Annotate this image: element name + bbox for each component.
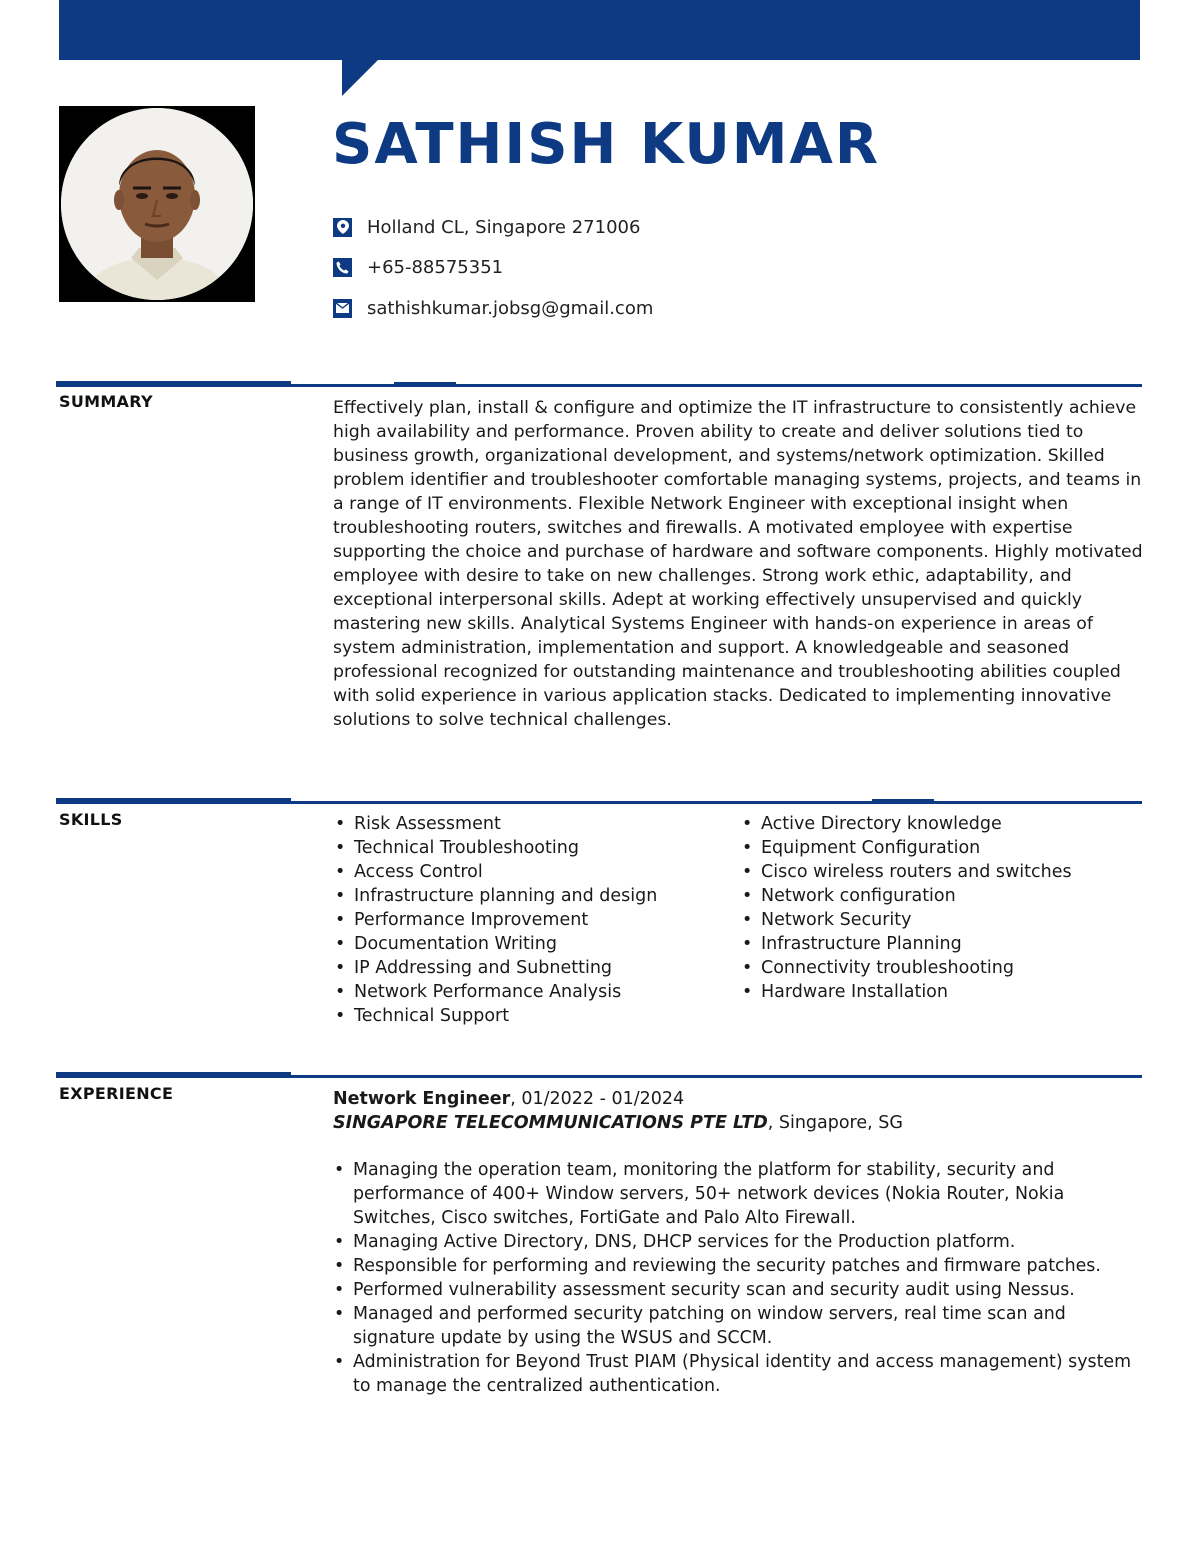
job-company-line <box>333 1111 903 1135</box>
summary-divider-accent <box>56 381 291 387</box>
job-dates: , 01/2022 - 01/2024 <box>510 1089 685 1109</box>
responsibility-item: • Managing the operation team, monitoring the platform for stability, security and performance of 400+ Window servers, 50+ network devices (Nokia Router, Nokia Switches, Cisco switches, FortiGate and Palo Alto Firewall. <box>333 1158 1143 1230</box>
responsibility-item: • Managing Active Directory, DNS, DHCP services for the Production platform. <box>333 1230 1143 1254</box>
contact-phone <box>333 255 503 279</box>
responsibility-item: • Administration for Beyond Trust PIAM (Physical identity and access management) system to manage the centralized authentication. <box>333 1350 1143 1398</box>
phone-icon <box>333 258 352 277</box>
email-link[interactable]: sathishkumar.jobsg@gmail.com <box>367 297 654 319</box>
phone-text: +65-88575351 <box>367 256 504 278</box>
skill-item: • Network Performance Analysis <box>333 980 657 1004</box>
experience-heading: EXPERIENCE <box>59 1084 174 1103</box>
skills-heading: SKILLS <box>59 810 123 829</box>
job-location: , Singapore, SG <box>767 1113 903 1133</box>
skills-divider-accent <box>56 798 291 804</box>
job-title-line <box>333 1087 684 1111</box>
skill-item: • Network configuration <box>740 884 1072 908</box>
job-title: Network Engineer <box>333 1089 511 1109</box>
responsibility-item: • Responsible for performing and reviewing the security patches and firmware patches. <box>333 1254 1143 1278</box>
skill-item: • Infrastructure planning and design <box>333 884 657 908</box>
location-pin-icon <box>333 218 352 237</box>
responsibility-item: • Managed and performed security patching on window servers, real time scan and signature update by using the WSUS and SCCM. <box>333 1302 1143 1350</box>
skill-item: • IP Addressing and Subnetting <box>333 956 657 980</box>
skill-item: • Network Security <box>740 908 1072 932</box>
job-company: SINGAPORE TELECOMMUNICATIONS PTE LTD <box>333 1113 768 1133</box>
profile-photo <box>59 106 255 302</box>
skill-item: • Active Directory knowledge <box>740 812 1072 836</box>
address-text: Holland CL, Singapore 271006 <box>367 216 641 238</box>
skills-divider <box>56 801 1142 804</box>
skills-list-left <box>333 812 657 1028</box>
experience-divider-accent <box>56 1072 291 1078</box>
skills-divider-tick <box>872 799 934 802</box>
skill-item: • Hardware Installation <box>740 980 1072 1004</box>
summary-divider-tick <box>394 382 456 385</box>
skill-item: • Technical Support <box>333 1004 657 1028</box>
contact-address <box>333 215 640 239</box>
profile-photo-circle <box>61 108 253 300</box>
header-banner <box>59 0 1140 60</box>
skill-item: • Performance Improvement <box>333 908 657 932</box>
skill-item: • Connectivity troubleshooting <box>740 956 1072 980</box>
job-responsibilities <box>333 1158 1143 1398</box>
summary-heading: SUMMARY <box>59 392 153 411</box>
skill-item: • Cisco wireless routers and switches <box>740 860 1072 884</box>
skill-item: • Equipment Configuration <box>740 836 1072 860</box>
experience-divider <box>56 1075 1142 1078</box>
skills-list-right <box>740 812 1072 1004</box>
skill-item: • Access Control <box>333 860 657 884</box>
summary-divider <box>56 384 1142 387</box>
skill-item: • Technical Troubleshooting <box>333 836 657 860</box>
banner-pointer <box>342 58 380 96</box>
summary-text: Effectively plan, install & configure and optimize the IT infrastructure to consistently achieve high availability and performance. Proven ability to create and deliver solutions tied to business growth, organizational development, and systems/network optimization. Skilled problem identifier and troubleshooter comfortable managing systems, projects, and teams in a range of IT environments. Flexible Network Engineer with exceptional insight when troubleshooting routers, switches and firewalls. A motivated employee with expertise supporting the choice and purchase of hardware and software components. Highly motivated employee with desire to take on new challenges. Strong work ethic, adaptability, and exceptional interpersonal skills. Adept at working effectively unsupervised and quickly mastering new skills. Analytical Systems Engineer with hands-on experience in areas of system administration, implementation and support. A knowledgeable and seasoned professional recognized for outstanding maintenance and troubleshooting abilities coupled with solid experience in various application stacks. Dedicated to implementing innovative solutions to solve technical challenges. <box>333 398 1143 730</box>
skill-item: • Risk Assessment <box>333 812 657 836</box>
skill-item: • Documentation Writing <box>333 932 657 956</box>
candidate-name: SATHISH KUMAR <box>332 112 880 177</box>
contact-email <box>333 296 653 320</box>
skill-item: • Infrastructure Planning <box>740 932 1072 956</box>
portrait-illustration <box>61 108 253 300</box>
envelope-icon <box>333 299 352 318</box>
responsibility-item: • Performed vulnerability assessment security scan and security audit using Nessus. <box>333 1278 1143 1302</box>
